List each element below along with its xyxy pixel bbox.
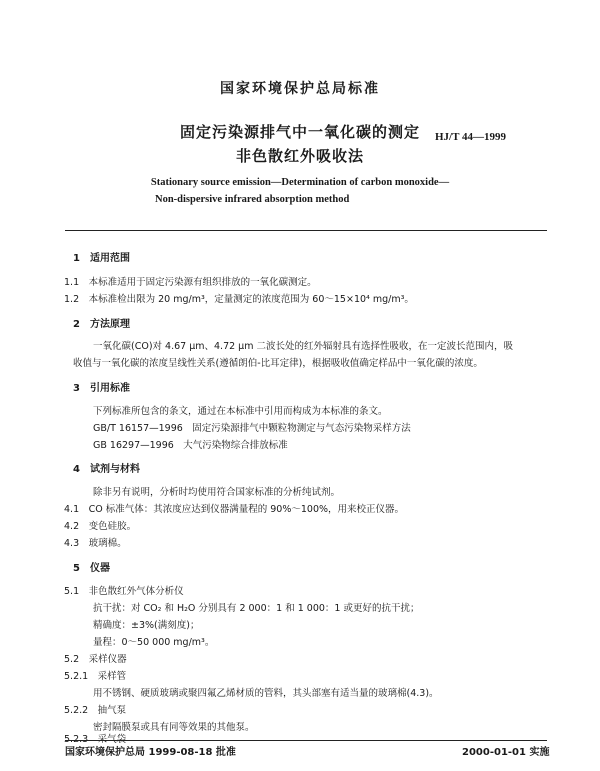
approval-date: 国家环境保护总局 1999-08-18 批准 [65,747,236,758]
clause-4-1: 4.1 CO 标准气体：其浓度应达到仪器满量程的 90%～100%，用来校正仪器。 [64,504,405,515]
clause-1-1: 1.1 本标准适用于固定污染源有组织排放的一氧化碳测定。 [64,277,317,288]
section-3-intro: 下列标准所包含的条文，通过在本标准中引用而构成为本标准的条文。 [93,406,388,417]
footer-divider [65,740,547,741]
section-4-intro: 除非另有说明，分析时均使用符合国家标准的分析纯试剂。 [93,487,341,498]
clause-5-1: 5.1 非色散红外气体分析仪 [64,586,184,597]
clause-5-1-interference: 抗干扰：对 CO₂ 和 H₂O 分别具有 2 000：1 和 1 000：1 或更好的抗干扰； [93,603,420,614]
reference-gbt-16157: GB/T 16157—1996 固定污染源排气中颗粒物测定与气态污染物采样方法 [93,423,411,434]
clause-5-2-1: 5.2.1 采样管 [64,671,127,682]
clause-5-2-2: 5.2.2 抽气泵 [64,705,127,716]
issuing-agency: 国家环境保护总局标准 [220,81,380,97]
effective-date: 2000-01-01 实施 [462,747,550,758]
clause-5-2-1-text: 用不锈钢、硬质玻璃或聚四氟乙烯材质的管料，其头部塞有适当量的玻璃棉(4.3)。 [93,688,439,699]
clause-5-1-range: 量程：0～50 000 mg/m³。 [93,637,215,648]
section-4-heading: 4 试剂与材料 [73,464,140,475]
document-title: 固定污染源排气中一氧化碳的测定 [179,123,420,141]
english-title-line1: Stationary source emission—Determination of carbon monoxide— [150,177,450,188]
section-5-heading: 5 仪器 [73,563,110,574]
section-1-heading: 1 适用范围 [73,253,130,264]
clause-5-2-2-text: 密封隔膜泵或具有同等效果的其他泵。 [93,722,255,733]
section-2-paragraph-line2: 收值与一氧化碳的浓度呈线性关系(遵循朗伯-比耳定律)，根据吸收值确定样品中一氧化碳的浓度。 [73,358,483,369]
clause-1-2: 1.2 本标准检出限为 20 mg/m³，定量测定的浓度范围为 60～15×10⁴ mg/m³。 [64,294,414,305]
clause-4-2: 4.2 变色硅胶。 [64,521,137,532]
header-divider [65,230,547,231]
section-2-paragraph-line1: 一氧化碳(CO)对 4.67 μm、4.72 μm 二波长处的红外辐射具有选择性吸收，在一定波长范围内，吸 [93,341,514,352]
document-subtitle: 非色散红外吸收法 [235,147,364,165]
clause-4-3: 4.3 玻璃棉。 [64,538,127,549]
english-title-line2: Non-dispersive infrared absorption method [155,194,350,205]
clause-5-1-accuracy: 精确度：±3%(满刻度)； [93,620,200,631]
section-3-heading: 3 引用标准 [73,383,130,394]
clause-5-2: 5.2 采样仪器 [64,654,127,665]
reference-gb-16297: GB 16297—1996 大气污染物综合排放标准 [93,440,288,451]
clause-5-2-3: 5.2.3 采气袋 [64,734,127,745]
section-2-heading: 2 方法原理 [73,319,130,330]
standard-number: HJ/T 44—1999 [435,131,507,143]
